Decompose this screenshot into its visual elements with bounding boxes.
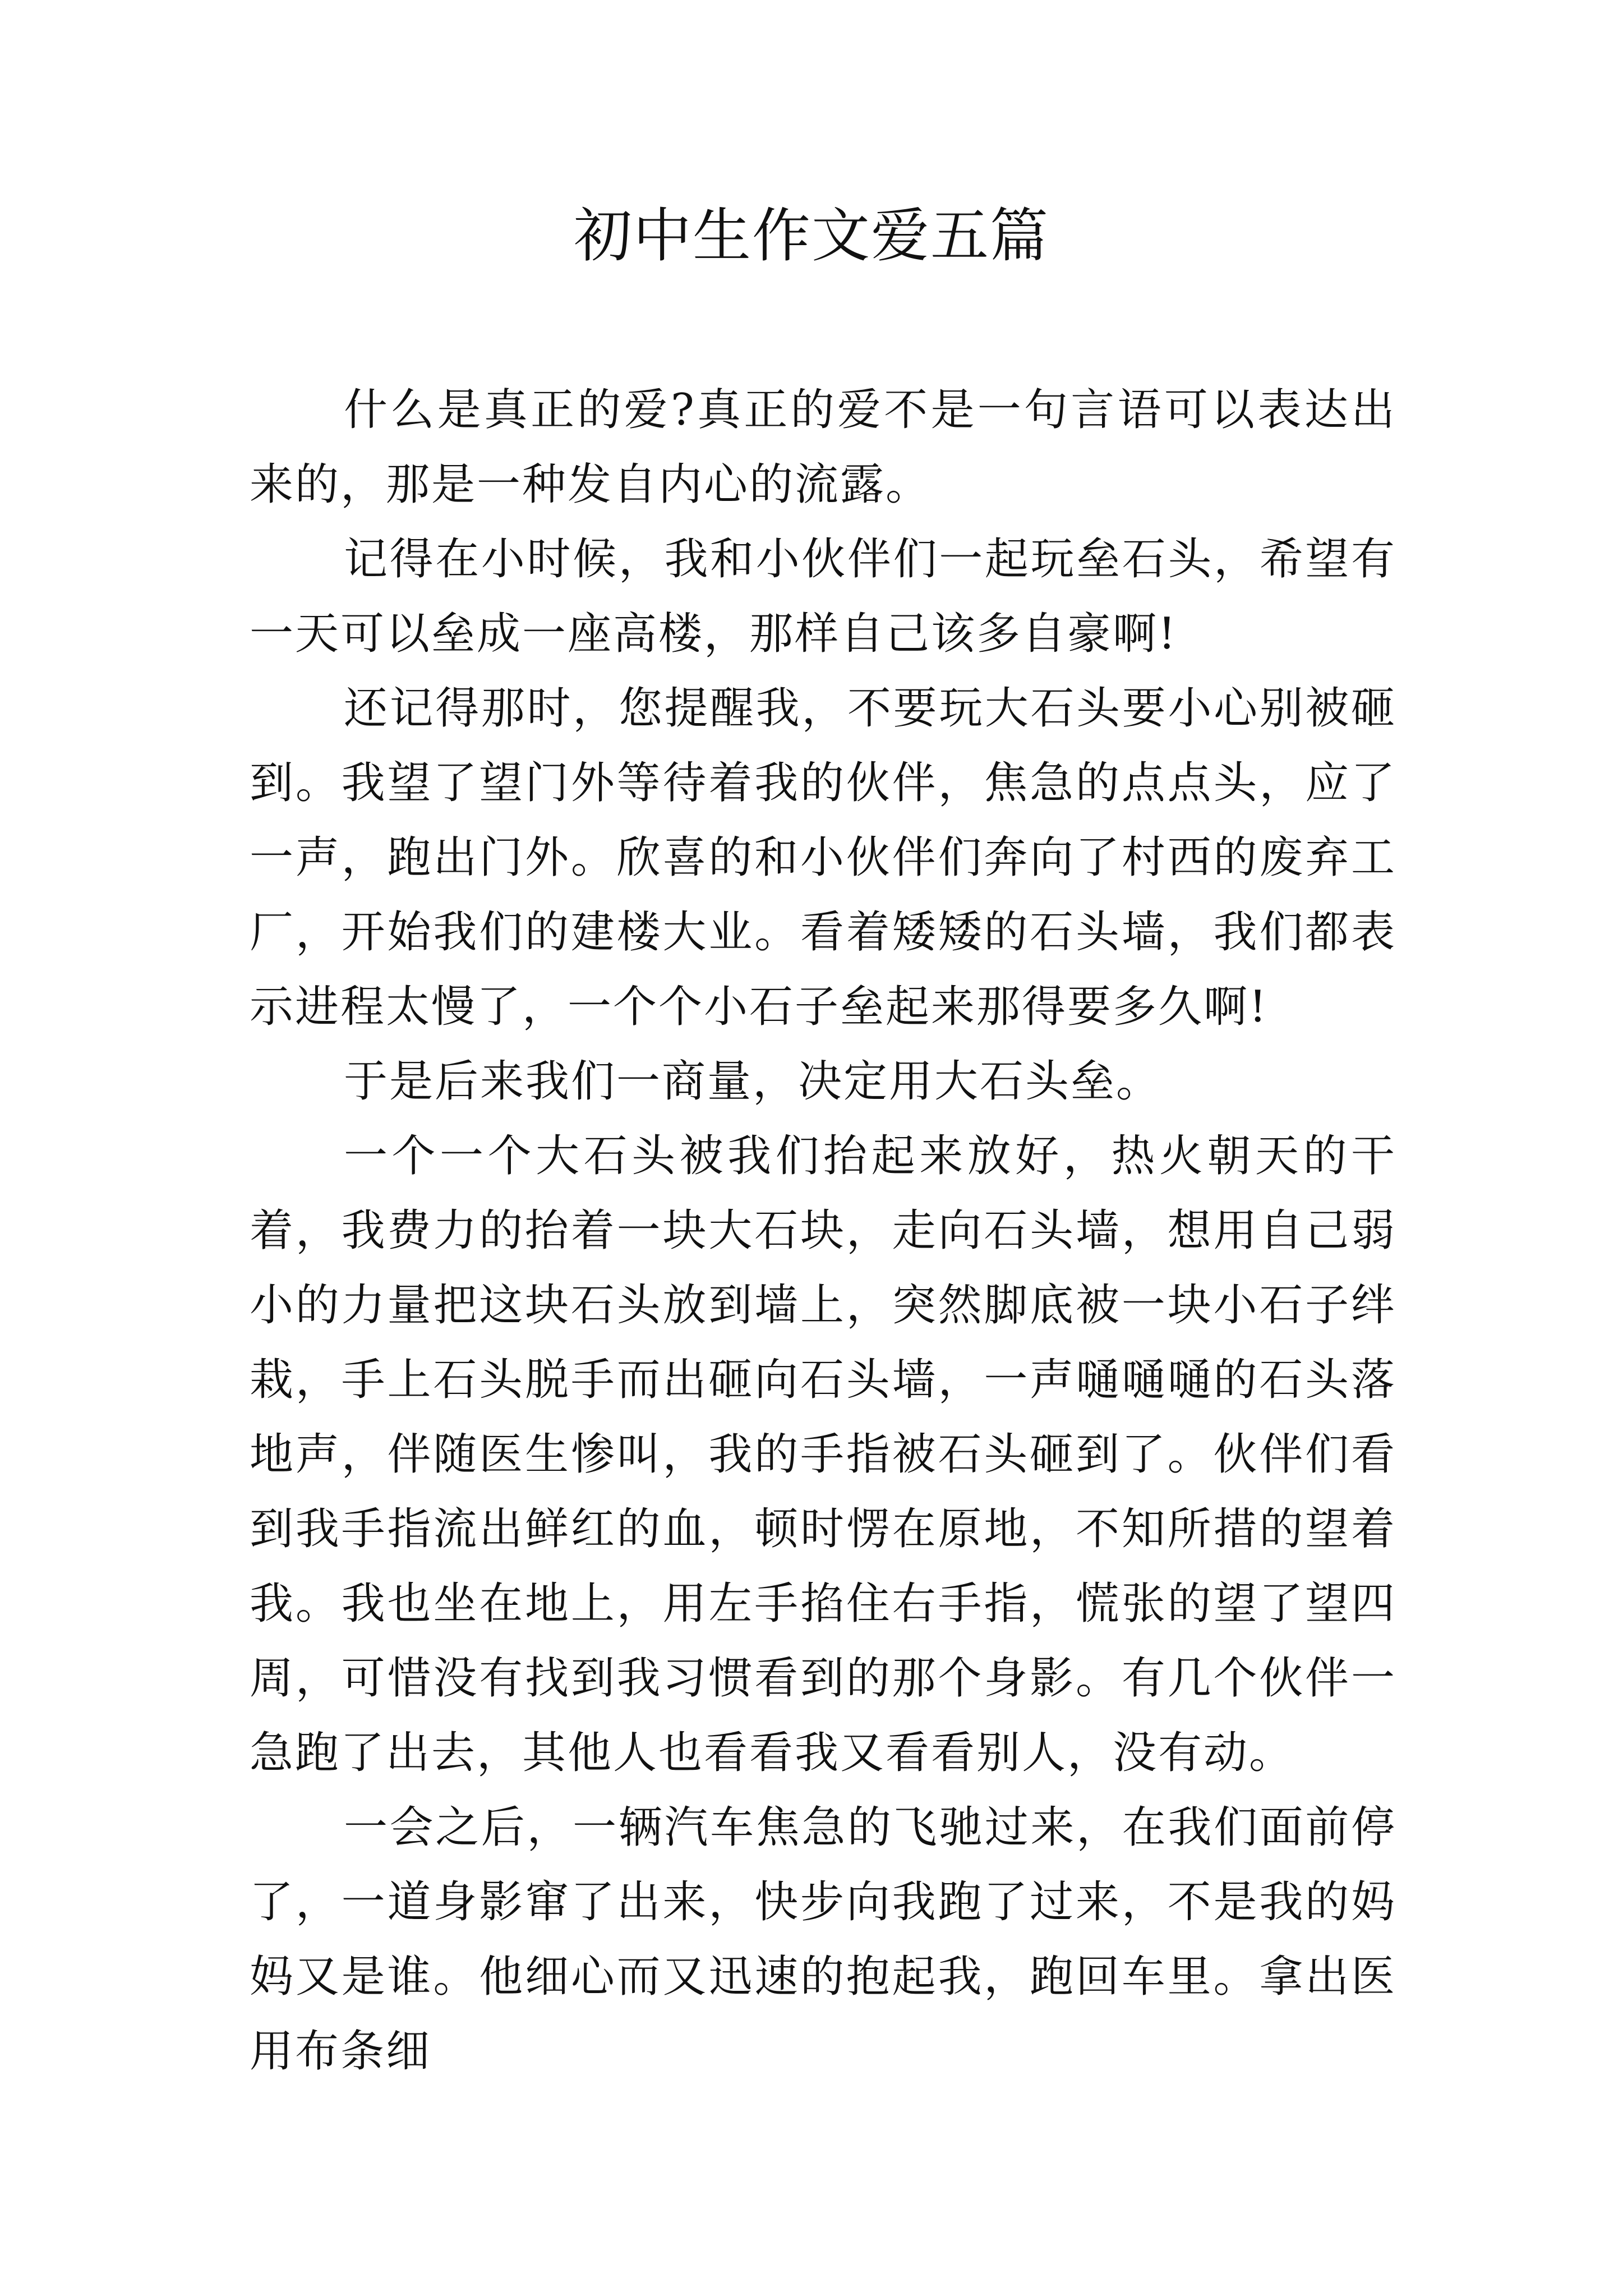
paragraph-6: 一会之后，一辆汽车焦急的飞驰过来，在我们面前停了，一道身影窜了出来，快步向我跑了过来，不是我的妈妈又是谁。他细心而又迅速的抱起我，跑回车里。拿出医用布条细 [250, 1802, 1396, 2077]
paragraph-5: 一个一个大石头被我们抬起来放好，热火朝天的干着，我费力的抬着一块大石块，走向石头墙，想用自己弱小的力量把这块石头放到墙上，突然脚底被一块小石子绊栽，手上石头脱手而出砸向石头墙，一声嗵嗵嗵的石头落地声，伴随医生惨叫，我的手指被石头砸到了。伙伴们看到我手指流出鲜红的血，顿时愣在原地，不知所措的望着我。我也坐在地上，用左手掐住右手指，慌张的望了望四周，可惜没有找到我习惯看到的那个身影。有几个伙伴一急跑了出去，其他人也看看我又看看别人，没有动。 [250, 1131, 1396, 1778]
paragraph-2: 记得在小时候，我和小伙伴们一起玩垒石头，希望有一天可以垒成一座高楼，那样自己该多自豪啊! [250, 534, 1396, 659]
paragraph-4: 于是后来我们一商量，决定用大石头垒。 [344, 1056, 1162, 1107]
paragraph-1: 什么是真正的爱?真正的爱不是一句言语可以表达出来的，那是一种发自内心的流露。 [250, 385, 1396, 510]
document-title: 初中生作文爱五篇 [573, 201, 1049, 270]
paragraph-3: 还记得那时，您提醒我，不要玩大石头要小心别被砸到。我望了望门外等待着我的伙伴，焦急的点点头，应了一声，跑出门外。欣喜的和小伙伴们奔向了村西的废弃工厂，开始我们的建楼大业。看着矮矮的石头墙，我们都表示进程太慢了，一个个小石子垒起来那得要多久啊! [250, 683, 1396, 1032]
document-body [250, 373, 1396, 2089]
